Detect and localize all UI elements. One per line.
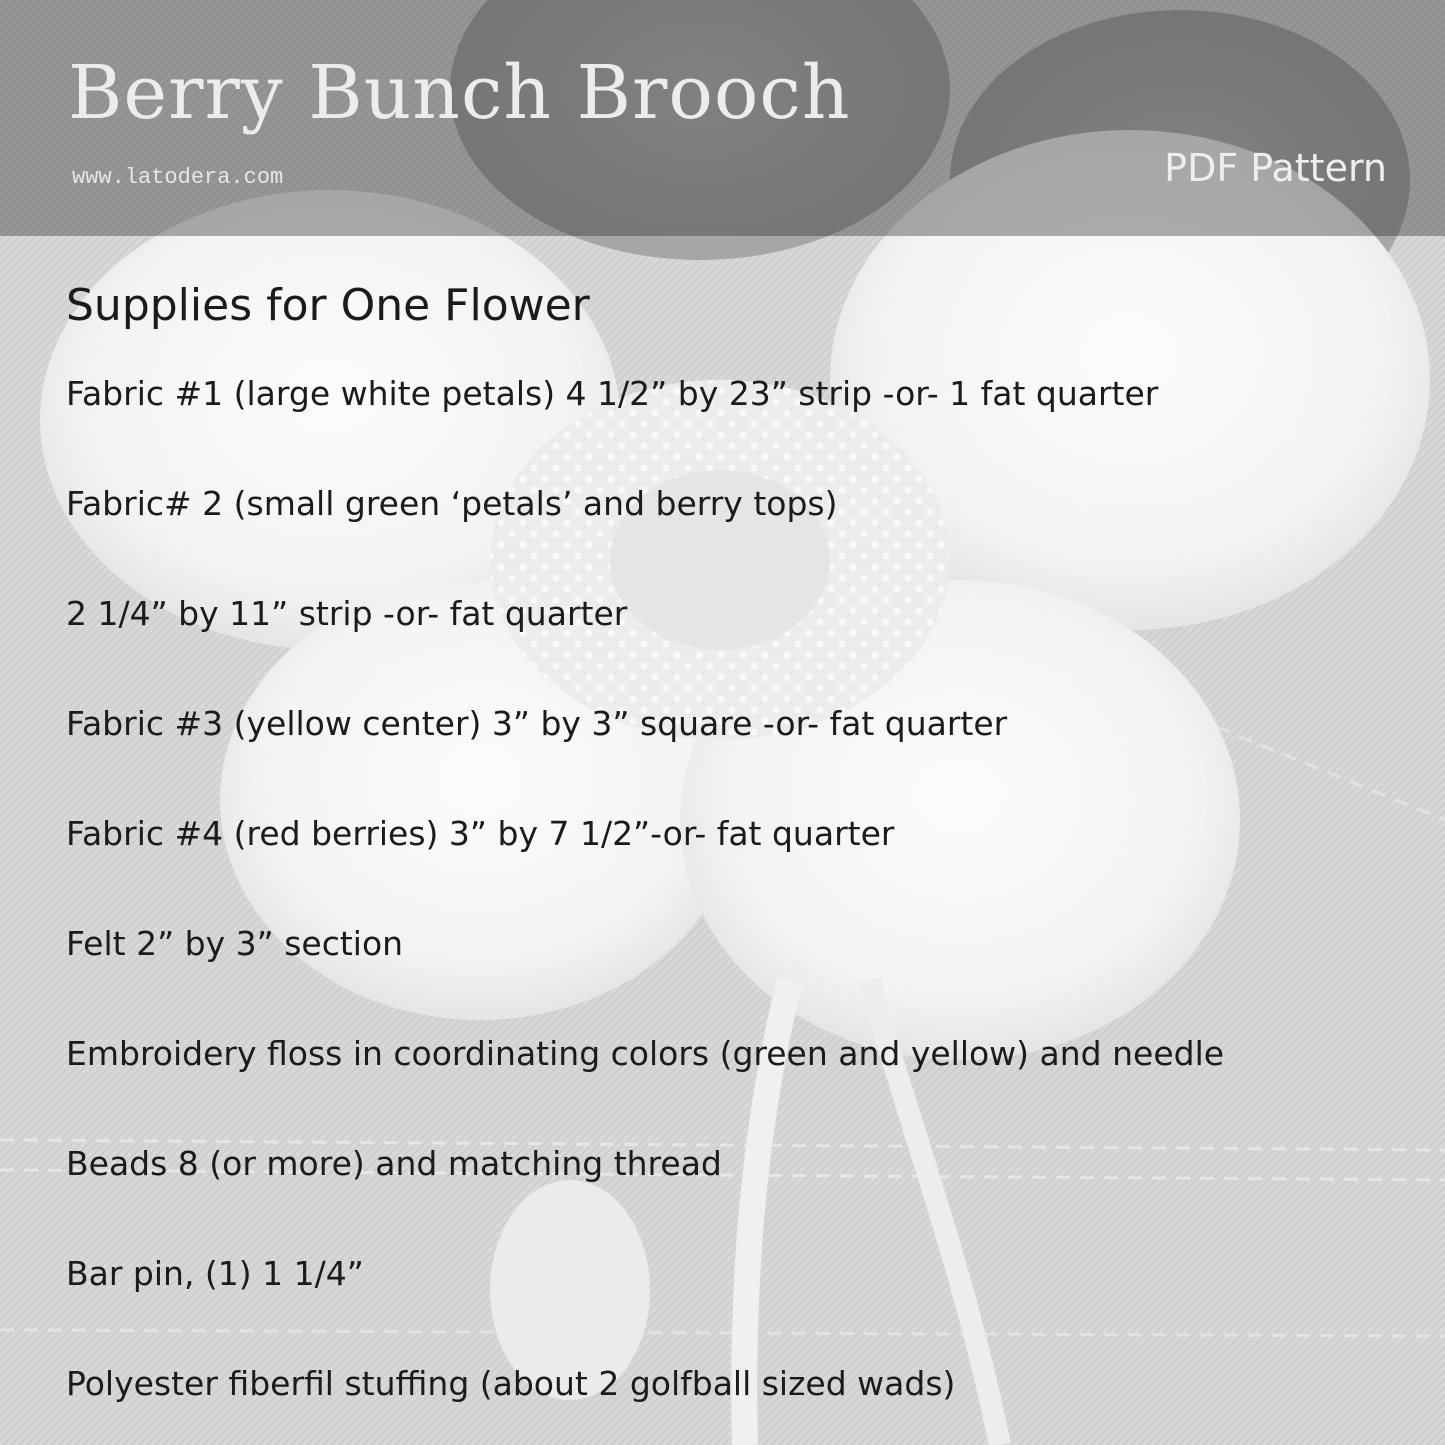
supply-item: Felt 2” by 3” section <box>66 924 404 963</box>
supply-item: 2 1/4” by 11” strip -or- fat quarter <box>66 594 628 633</box>
supply-item: Beads 8 (or more) and matching thread <box>66 1144 722 1183</box>
pattern-type-label: PDF Pattern <box>1164 146 1387 190</box>
website-url: www.latodera.com <box>72 165 284 190</box>
supplies-list <box>66 372 1224 1445</box>
supply-item: Embroidery floss in coordinating colors (green and yellow) and needle <box>66 1034 1225 1073</box>
supply-item: Fabric #1 (large white petals) 4 1/2” by 23” strip -or- 1 fat quarter <box>66 374 1159 413</box>
supply-item: Fabric #4 (red berries) 3” by 7 1/2”-or- fat quarter <box>66 814 895 853</box>
supply-item: Bar pin, (1) 1 1/4” <box>66 1254 364 1293</box>
page-title: Berry Bunch Brooch <box>68 50 851 136</box>
supplies-heading: Supplies for One Flower <box>66 280 590 331</box>
supply-item: Fabric #3 (yellow center) 3” by 3” square -or- fat quarter <box>66 704 1008 743</box>
supply-item: Polyester fiberfil stuffing (about 2 golfball sized wads) <box>66 1364 956 1403</box>
supply-item: Fabric# 2 (small green ‘petals’ and berry tops) <box>66 484 838 523</box>
